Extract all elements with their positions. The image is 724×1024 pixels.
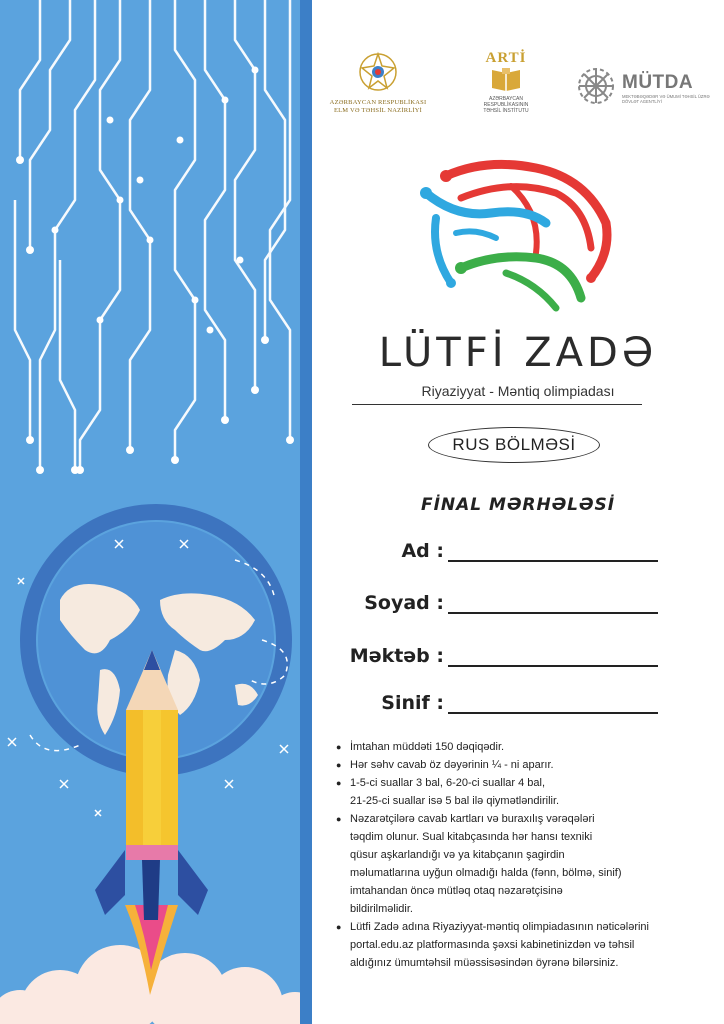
rule-text: ● Nəzarətçilərə cavab kartları və buraxılış vərəqələri — [350, 813, 595, 825]
rule-text: qüsur aşkarlandığı və ya kitabçanın şagirdin — [350, 849, 565, 861]
name-label: Ad : — [401, 540, 444, 562]
arti-sub-line2: TƏHSİL İNSTİTUTU — [483, 108, 529, 114]
ministry-name-line1: AZƏRBAYCAN RESPUBLİKASI — [329, 99, 427, 106]
section-badge: RUS BÖLMƏSİ — [428, 427, 600, 463]
rule-text: bildirilməlidir. — [350, 903, 413, 915]
exam-rules-list — [336, 738, 716, 972]
school-blank-line[interactable] — [448, 665, 658, 667]
rule-text: portal.edu.az platformasında şəxsi kabinetinizdən və təhsil — [350, 939, 635, 951]
rule-text: təqdim olunur. Sual kitabçasında hər hansı texniki — [350, 831, 593, 843]
rule-text: aldığınız ümumtəhsil müəssisəsindən öyrənə bilərsiniz. — [350, 957, 619, 969]
arti-name: ARTİ — [485, 50, 527, 66]
olympiad-title: LÜTFİ ZADƏ — [378, 330, 658, 376]
circuit-and-globe-illustration — [0, 0, 312, 1024]
mutda-sub: MEKTƏBƏQƏDƏR VƏ ÜMUMİ TƏHSİL ÜZRƏ DÖVLƏT AGENTLİYİ — [622, 94, 710, 104]
mutda-name: MÜTDA — [622, 72, 694, 93]
sponsor-logos — [318, 50, 718, 130]
rule-text: ● Hər səhv cavab öz dəyərinin ¼ - ni aparır. — [350, 759, 554, 771]
grade-label: Sinif : — [381, 692, 444, 714]
stage-title: FİNAL MƏRHƏLƏSİ — [420, 495, 616, 515]
grade-blank-line[interactable] — [448, 712, 658, 714]
arti-sub-line1: AZƏRBAYCAN RESPUBLİKASININ — [483, 96, 529, 108]
grade-field[interactable] — [312, 692, 658, 716]
rule-text: məlumatlarına uyğun olmadığı halda (fənn, bölmə, sinif) — [350, 867, 622, 879]
arti-logo — [466, 50, 546, 114]
circuit-nodes-icon — [16, 67, 294, 475]
state-emblem-icon — [356, 50, 400, 94]
rule-text: imtahandan öncə mütləq otaq nəzarətçisinə — [350, 885, 563, 897]
olympiad-subtitle: Riyaziyyat - Məntiq olimpiadası — [421, 383, 615, 399]
mutda-ornament-icon — [574, 64, 618, 108]
ministry-name-line2: ELM VƏ TƏHSİL NAZİRLİYİ — [333, 107, 423, 114]
panel-border-stripe — [300, 0, 312, 1024]
book-icon — [489, 67, 523, 91]
name-field[interactable] — [312, 540, 658, 564]
decorative-side-panel — [0, 0, 312, 1024]
circuit-lines-icon — [15, 0, 290, 470]
surname-field[interactable] — [312, 592, 658, 616]
surname-blank-line[interactable] — [448, 612, 658, 614]
rule-text: ● Lütfi Zadə adına Riyaziyyat-məntiq olimpiadasının nəticələrini — [350, 921, 649, 933]
rocket-fins-icon — [95, 850, 208, 920]
title-divider — [352, 404, 642, 405]
rule-text: ● İmtahan müddəti 150 dəqiqədir. — [350, 741, 505, 753]
name-blank-line[interactable] — [448, 560, 658, 562]
rule-item — [336, 774, 716, 810]
rule-text: ● 1-5-ci suallar 3 bal, 6-20-ci suallar 4 bal, — [350, 777, 546, 789]
rule-item — [336, 810, 716, 918]
rule-item — [336, 918, 716, 972]
ministry-logo — [318, 50, 438, 115]
school-field[interactable] — [312, 645, 658, 669]
rule-text: 21-25-ci suallar isə 5 bal ilə qiymətləndirilir. — [350, 795, 560, 807]
brain-logo-icon — [416, 158, 616, 318]
rule-item — [336, 738, 716, 756]
school-label: Məktəb : — [349, 645, 444, 667]
surname-label: Soyad : — [364, 592, 444, 614]
rule-item — [336, 756, 716, 774]
